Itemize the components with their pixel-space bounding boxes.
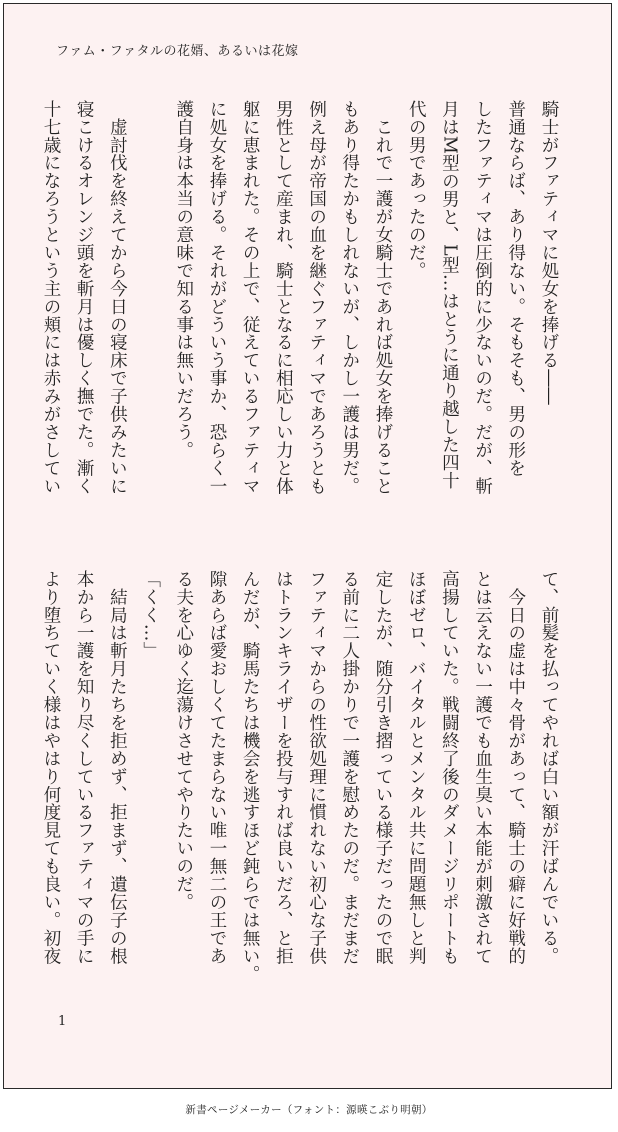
- bottom-line: ファティマからの性欲処理に慣れない初心な子供: [306, 570, 327, 965]
- top-line: 虚討伐を終えてから今日の寝床で子供みたいに: [107, 100, 128, 495]
- text-block-bottom: [34, 570, 565, 1010]
- bottom-line: 今日の虚は中々骨があって、騎士の癖に好戦的: [505, 570, 526, 965]
- top-line: これで一護が女騎士であれば処女を捧げること: [372, 100, 393, 495]
- footer-credit: 新書ページメーカー（フォント：源暎こぶり明朝）: [185, 1104, 433, 1116]
- book-page: [3, 3, 612, 1089]
- bottom-line: ほぼゼロ、バイタルとメンタル共に問題無しと判: [406, 570, 427, 965]
- top-line: 護自身は本当の意味で知る事は無いだろう。: [173, 100, 194, 459]
- bottom-line: より堕ちていく様はやはり何度見ても良い。初夜: [40, 570, 61, 965]
- text-block-top: [34, 100, 565, 540]
- bottom-line: 本から一護を知り尽くしているファティマの手に: [74, 570, 95, 965]
- top-line: もあり得たかもしれないが、しかし一護は男だ。: [339, 100, 360, 495]
- bottom-line: 隙あらば愛おしくてたまらない唯一無二の王であ: [206, 570, 227, 965]
- page-number: 1: [58, 1014, 67, 1029]
- top-line: したファティマは圧倒的に少ないのだ。だが、斬: [472, 100, 493, 495]
- top-line: 騎士がファティマに処女を捧げる――: [539, 100, 559, 406]
- bottom-line: 定したが、随分引き摺っている様子だったので眠: [372, 570, 393, 965]
- bottom-line: 「くく…」: [140, 570, 161, 660]
- top-line: 代の男であったのだ。: [406, 100, 427, 280]
- top-line: 寝こけるオレンジ頭を斬月は優しく撫でた。漸く: [74, 100, 95, 495]
- bottom-line: て、前髪を払ってやれば白い額が汗ばんでいる。: [539, 570, 559, 965]
- bottom-line: んだが、騎馬たちは機会を逃すほど鈍らでは無い。: [240, 570, 261, 983]
- top-line: [133, 100, 166, 540]
- bottom-line: とは云えない一護でも血生臭い本能が刺激されて: [472, 570, 493, 965]
- bottom-line: 結局は斬月たちを拒めず、拒まず、遺伝子の根: [107, 570, 128, 965]
- top-line: 例え母が帝国の血を継ぐファティマであろうとも: [306, 100, 327, 495]
- top-line: 躯に恵まれた。その上で、従えているファティマ: [240, 100, 261, 495]
- bottom-line: 高揚していた。戦闘終了後のダメージリポートも: [439, 570, 460, 965]
- bottom-line: る前に二人掛かりで一護を慰めたのだ。まだまだ: [339, 570, 360, 965]
- bottom-line: はトランキライザーを投与すれば良いだろ、と拒: [273, 570, 294, 965]
- top-line: 普通ならば、あり得ない。そもそも、男の形を: [505, 100, 526, 477]
- bottom-line: る夫を心ゆく迄蕩けさせてやりたいのだ。: [173, 570, 194, 912]
- running-header: ファム・ファタルの花婿、あるいは花嫁: [56, 44, 299, 59]
- top-line: 月はM型の男と、L型…はとうに通り越した四十: [439, 100, 460, 490]
- top-line: 男性として産まれ、騎士となるに相応しい力と体: [273, 100, 294, 495]
- top-line: 十七歳になろうという主の頬には赤みがさしてい: [40, 100, 61, 495]
- top-line: に処女を捧げる。それがどういう事か、恐らく一: [206, 100, 227, 495]
